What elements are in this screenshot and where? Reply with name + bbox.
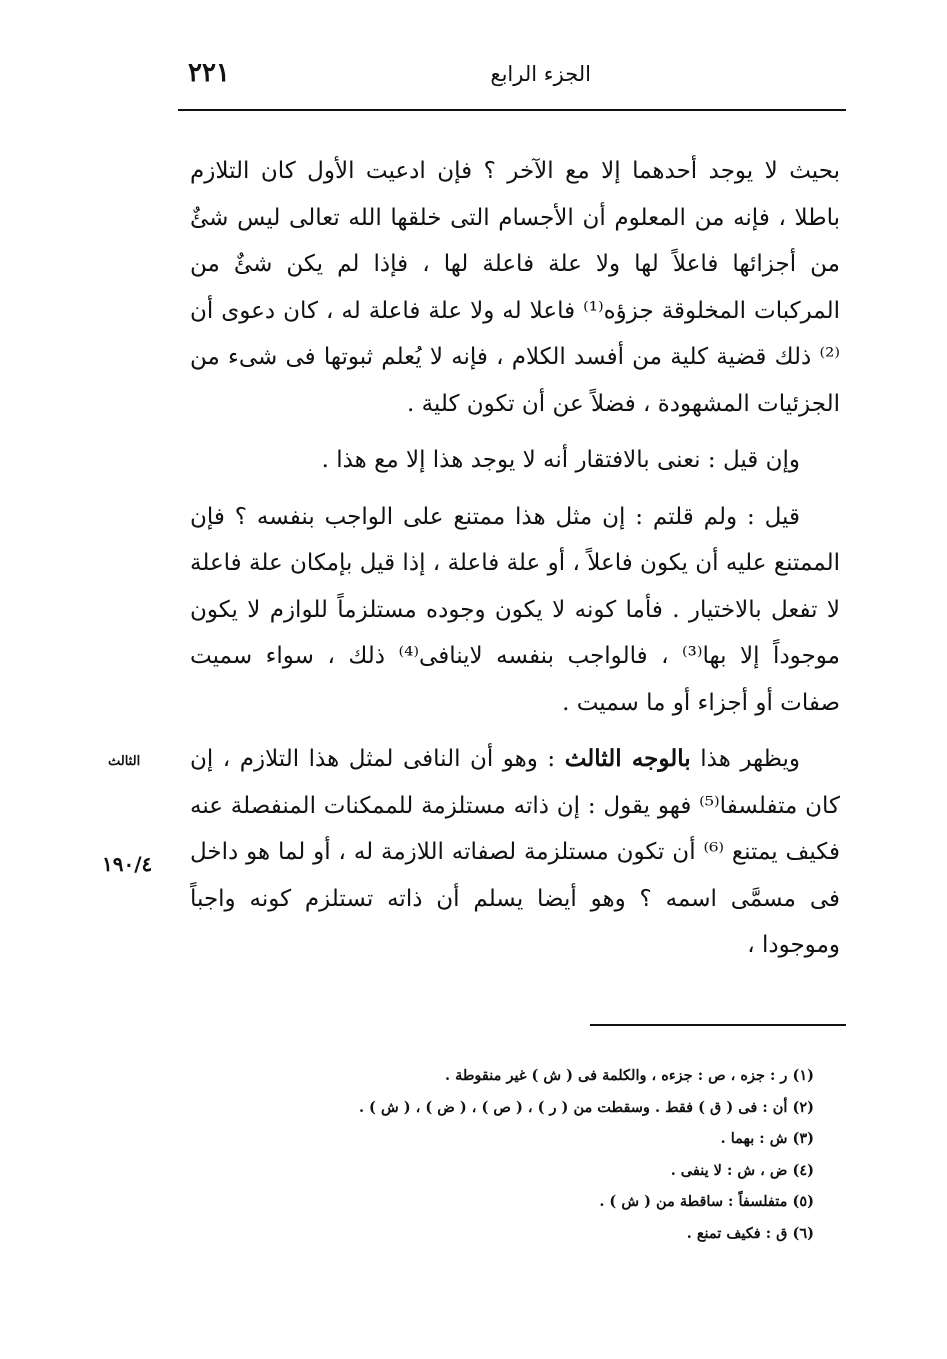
margin-folio-reference: ١٩٠/٤ [102,852,153,876]
main-text [102,148,841,979]
footnote-2: (٢) أن : فى ( ق ) فقط . وسقطت من ( ر ) ، ( ص ) ، ( ض ) ، ( ش ) . [358,1098,814,1116]
running-title: الجزء الرابع [490,62,591,86]
footnote-6: (٦) ق : فكيف تمنع . [686,1224,814,1242]
footnote-rule [590,1024,846,1026]
footnote-3: (٣) ش : بهما . [720,1130,814,1147]
paragraph-4 [190,736,840,969]
page-number: ٢٢١ [188,58,230,88]
paragraph-4-heading-phrase: بالوجه الثالث [564,745,691,772]
paragraph-3: قيل : ولم قلتم : إن مثل هذا ممتنع على الواجب بنفسه ؟ فإن الممتنع عليه أن يكون فاعلاً ، أو علة فاعلة ، إذا قيل بإمكان علة فاعلة لا تفعل بالاختيار . فأما كونه لا يكون وجوده مستلزماً للوازم لا يكون موجوداً إلا بها⁽³⁾ ، فالواجب بنفسه لاينافى⁽⁴⁾ ذلك ، سواء سميت صفات أو أجزاء أو ما سميت . [190,503,840,716]
paragraph-4-row [102,736,841,969]
footnote-1: (١) ر : جزه ، ص : جزءه ، والكلمة فى ( ش ) غير منقوطة . [445,1067,814,1084]
running-header [180,58,846,98]
footnotes-list [300,1060,814,1249]
margin-section-label: الثالث [108,754,141,769]
header-rule [178,109,846,111]
paragraph-2: وإن قيل : نعنى بالافتقار أنه لا يوجد هذا إلا مع هذا . [321,447,800,473]
paragraph-4-lead: ويظهر هذا [690,746,801,772]
footnote-4: (٤) ض ، ش : لا ينفى . [670,1161,814,1179]
footnote-5: (٥) متفلسفاً : ساقطة من ( ش ) . [599,1193,814,1210]
paragraph-1: بحيث لا يوجد أحدهما إلا مع الآخر ؟ فإن ادعيت الأول كان التلازم باطلا ، فإنه من المعلوم أن الأجسام التى خلقها الله تعالى ليس شئٌ من أجزائها فاعلاً لها ولا علة فاعلة لها ، فإذا لم يكن شئٌ من المركبات المخلوقة جزؤه⁽¹⁾ فاعلا له ولا علة فاعلة له ، كان دعوى أن ⁽²⁾ ذلك قضية كلية من أفسد الكلام ، فإنه لا يُعلم ثبوتها فى شىء من الجزئيات المشهودة ، فضلاً عن أن تكون كلية . [190,158,840,417]
paragraph-4-text: : وهو أن النافى لمثل هذا التلازم ، إن كان متفلسفا⁽⁵⁾ فهو يقول : إن ذاته مستلزمة للممكنات المنفصلة عنه فكيف يمتنع ⁽⁶⁾ أن تكون مستلزمة لصفاته اللازمة له ، أو لما هو داخل فى مسمَّى اسمه ؟ وهو أيضا يسلم أن ذاته تستلزم كونه واجباً وموجودا ، [190,746,841,958]
